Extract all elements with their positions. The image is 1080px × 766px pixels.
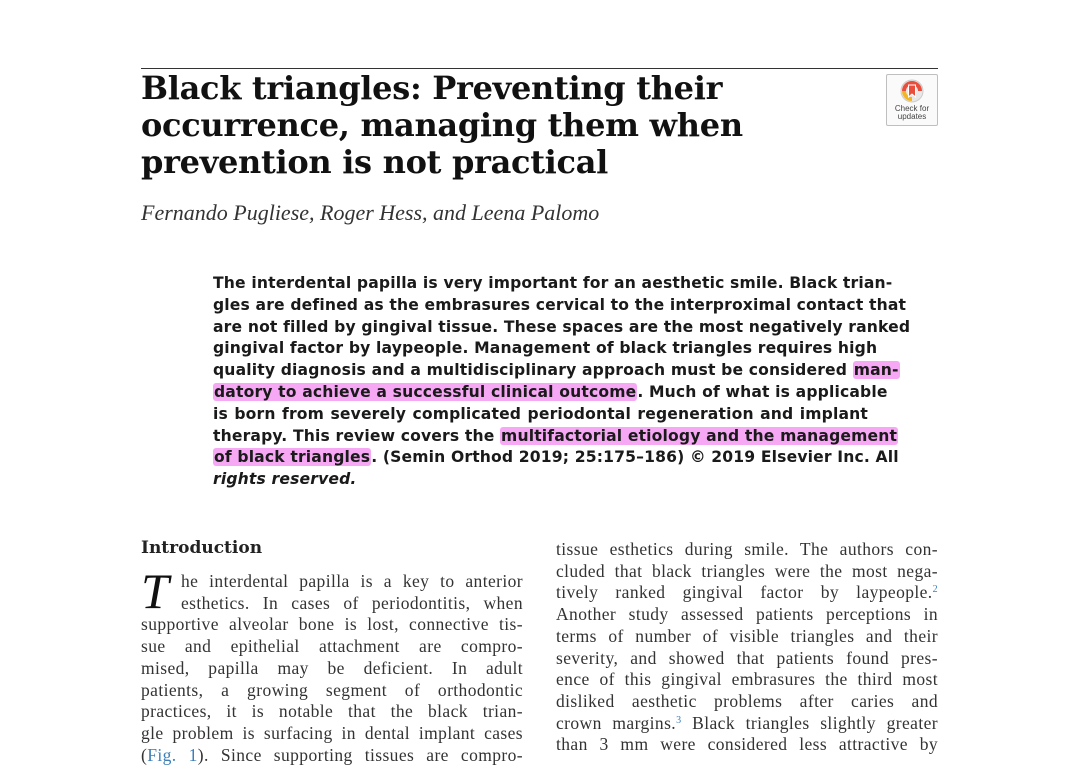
title-line: occurrence, managing them when: [141, 106, 743, 144]
reference-link[interactable]: 3: [676, 714, 682, 726]
reference-link[interactable]: 2: [932, 584, 938, 596]
highlight: of black triangles: [214, 448, 371, 467]
body-line: tively ranked gingival factor by laypeople.$^2$: [556, 582, 938, 603]
body-line: supportive alveolar bone is lost, connective tis-: [141, 614, 523, 635]
body-line: mised, papilla may be deficient. In adult: [141, 657, 523, 678]
body-line: patients, a growing segment of orthodontic: [141, 679, 523, 700]
body-line: cluded that black triangles were the most nega-: [556, 560, 938, 581]
article-title: [141, 70, 841, 181]
body-line: esthetics. In cases of periodontitis, when: [181, 592, 523, 613]
body-line: terms of number of visible triangles and their: [556, 625, 938, 646]
section-heading: Introduction: [141, 538, 263, 558]
body-line: (Fig. 1). Since supporting tissues are compro-: [141, 744, 523, 765]
bookmark-crossmark-icon: [900, 79, 924, 103]
body-line: than 3 mm were considered less attractive by: [556, 734, 938, 755]
abstract-line: gles are defined as the embrasures cervical to the interproximal contact that: [213, 295, 907, 314]
body-line: sue and epithelial attachment are compro-: [141, 636, 523, 657]
body-line: Another study assessed patients perceptions in: [556, 604, 938, 625]
highlight: man-: [853, 361, 899, 380]
abstract: [213, 273, 911, 491]
abstract-line: of black triangles. (Semin Orthod 2019; 25:175–186) © 2019 Elsevier Inc. All: [214, 448, 899, 467]
authors: Fernando Pugliese, Roger Hess, and Leena Palomo: [141, 200, 600, 225]
body-line: crown margins.$^3$ Black triangles slightly greater: [556, 712, 938, 733]
drop-cap: T: [141, 563, 170, 619]
figure-link[interactable]: Fig. 1: [147, 744, 198, 765]
body-line: practices, it is notable that the black trian-: [141, 701, 523, 722]
highlight: datory to achieve a successful clinical outcome: [214, 382, 637, 401]
abstract-line: datory to achieve a successful clinical outcome. Much of what is applicable: [214, 382, 888, 401]
body-line: disliked aesthetic problems after caries and: [556, 690, 938, 711]
right-column: [556, 539, 938, 756]
abstract-line: rights reserved.: [213, 470, 357, 489]
body-line: severity, and showed that patients found pres-: [556, 647, 938, 668]
body-line: gle problem is surfacing in dental implant cases: [141, 722, 523, 743]
abstract-line: The interdental papilla is very important for an aesthetic smile. Black trian-: [213, 274, 893, 292]
abstract-line: therapy. This review covers the multifactorial etiology and the management: [213, 426, 898, 445]
check-for-updates-button[interactable]: [886, 74, 938, 126]
title-line: Black triangles: Preventing their: [141, 69, 723, 107]
title-line: prevention is not practical: [141, 143, 609, 181]
abstract-line: gingival factor by laypeople. Management of black triangles requires high: [213, 339, 878, 358]
body-line: ence of this gingival embrasures the third most: [556, 669, 938, 690]
left-column: [141, 563, 523, 766]
highlight: multifactorial etiology and the management: [501, 426, 898, 445]
badge-label: Check for updates: [894, 104, 930, 121]
body-line: tissue esthetics during smile. The authors con-: [556, 539, 938, 559]
abstract-line: are not filled by gingival tissue. These spaces are the most negatively ranked: [213, 317, 911, 336]
abstract-line: is born from severely complicated periodontal regeneration and implant: [213, 404, 868, 423]
abstract-line: quality diagnosis and a multidisciplinary approach must be considered man-: [213, 361, 899, 380]
body-line: he interdental papilla is a key to anterior: [181, 571, 523, 591]
